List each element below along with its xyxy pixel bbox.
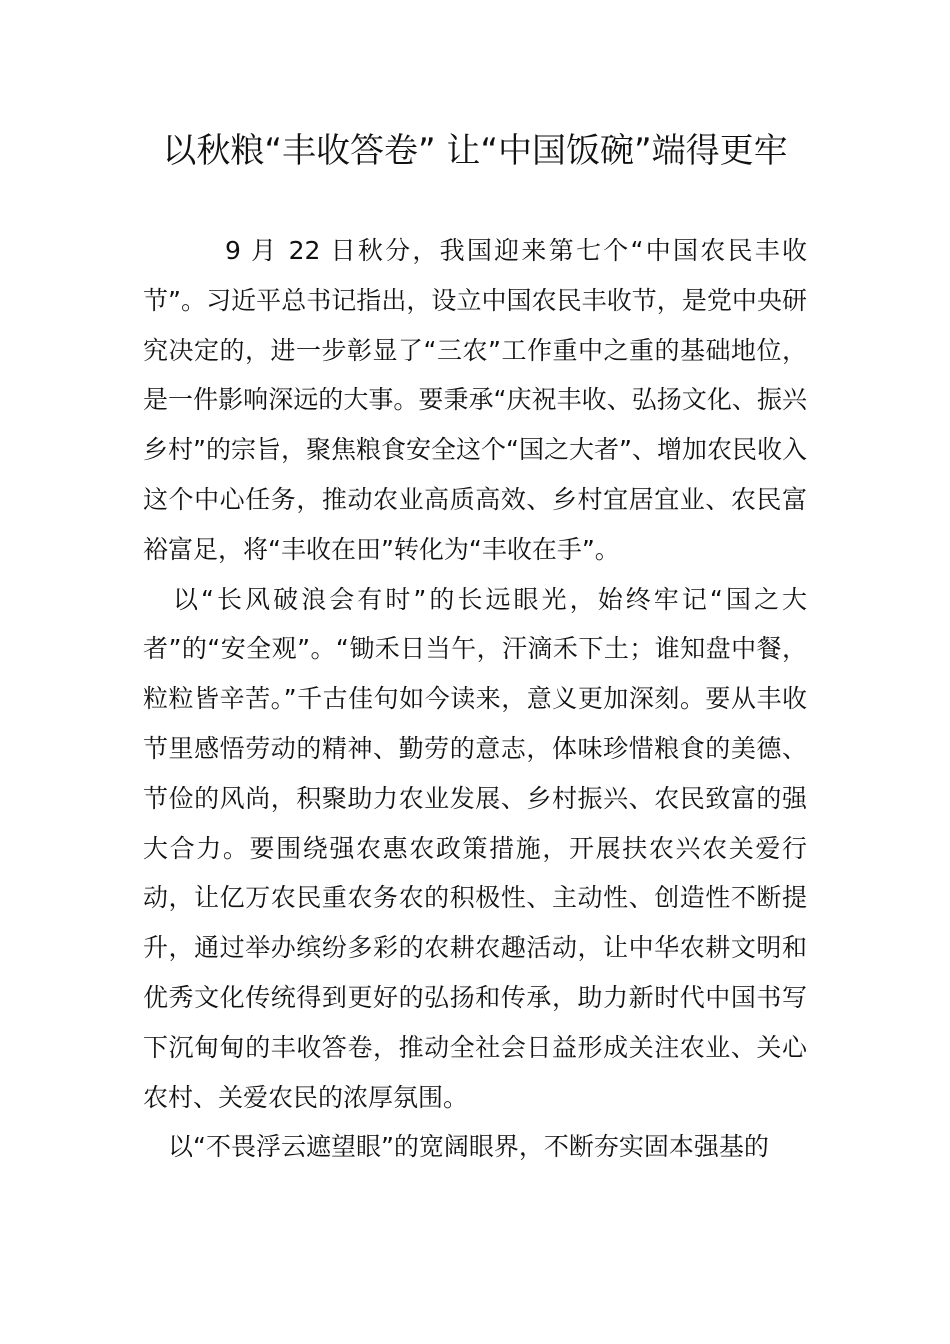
paragraph-1: 9 月 22 日秋分，我国迎来第七个“中国农民丰收节”。习近平总书记指出，设立中国农民丰收节，是党中央研究决定的，进一步彰显了“三农”工作重中之重的基础地位，是一件影响深远的大事。要秉承“庆祝丰收、弘扬文化、振兴乡村”的宗旨，聚焦粮食安全这个“国之大者”、增加农民收入这个中心任务，推动农业高质高效、乡村宜居宜业、农民富裕富足，将“丰收在田”转化为“丰收在手”。 — [143, 236, 807, 564]
paragraph-3: 以“不畏浮云遮望眼”的宽阔眼界，不断夯实固本强基的 — [168, 1132, 769, 1162]
paragraph-2: 以“长风破浪会有时”的长远眼光，始终牢记“国之大者”的“安全观”。“锄禾日当午，汗滴禾下土；谁知盘中餐，粒粒皆辛苦。”千古佳句如今读来，意义更加深刻。要从丰收节里感悟劳动的精神、勤劳的意志，体味珍惜粮食的美德、节俭的风尚，积聚助力农业发展、乡村振兴、农民致富的强大合力。要围绕强农惠农政策措施，开展扶农兴农关爱行动，让亿万农民重农务农的积极性、主动性、创造性不断提升，通过举办缤纷多彩的农耕农趣活动，让中华农耕文明和优秀文化传统得到更好的弘扬和传承，助力新时代中国书写下沉甸甸的丰收答卷，推动全社会日益形成关注农业、关心农村、关爱农民的浓厚氛围。 — [143, 584, 807, 1112]
document-body — [143, 226, 807, 1172]
document-title: 以秋粮“丰收答卷” 让“中国饭碗”端得更牢 — [162, 131, 788, 171]
